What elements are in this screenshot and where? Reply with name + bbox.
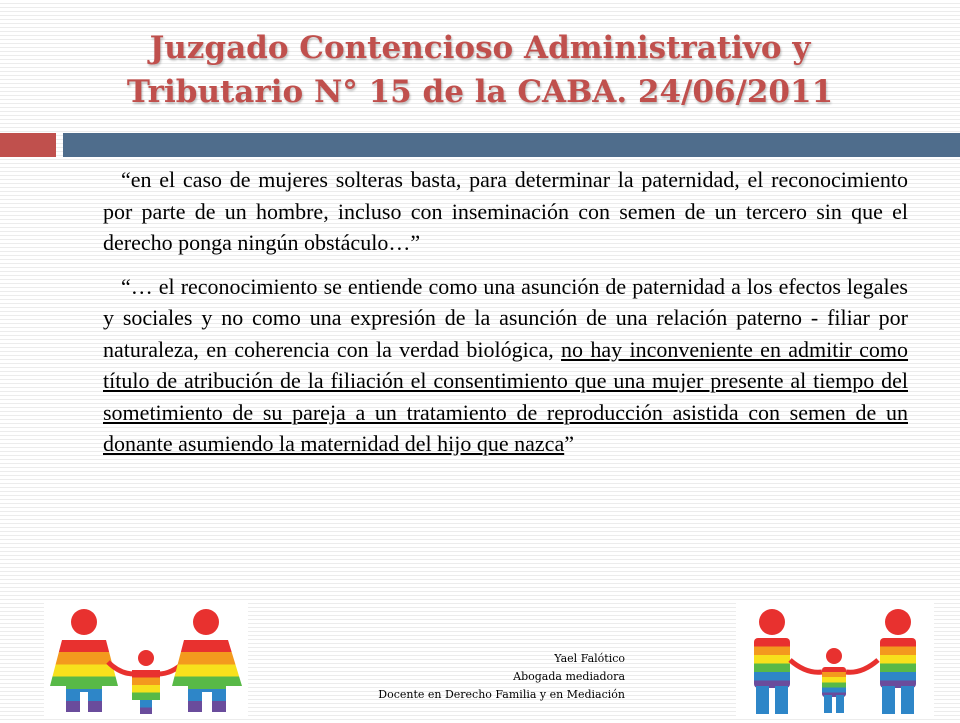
quote-1: “en el caso de mujeres solteras basta, para determinar la paternidad, el reconocimiento por parte de un hombre, incluso con inseminación con semen de un tercero sin que el derecho ponga ningún obstáculo…”	[103, 167, 908, 255]
family-figures-left	[44, 600, 248, 718]
accent-bar-red	[0, 133, 56, 157]
author-position: Docente en Derecho Familia y en Mediación	[378, 688, 625, 701]
author-name: Yael Falótico	[554, 652, 625, 665]
family-illustration-right	[736, 600, 934, 718]
accent-bar-blue	[63, 133, 960, 157]
figure-adult-left	[754, 609, 790, 714]
family-figures-right	[736, 600, 934, 718]
figure-adult-right	[172, 609, 242, 712]
family-illustration-left	[44, 600, 248, 718]
quote-2-text: “… el reconocimiento se entiende como una asunción de paternidad a los efectos legales y sociales y no como una expresión de la asunción de una relación paterno - filiar por naturaleza, en coherencia con la verdad biológica,	[103, 273, 908, 362]
title-line-2: Tributario N° 15 de la CABA. 24/06/2011	[126, 74, 834, 110]
author-role: Abogada mediadora	[513, 670, 625, 683]
body-text	[103, 164, 908, 468]
quote-2	[103, 271, 908, 460]
title-line-1: Juzgado Contencioso Administrativo y	[149, 30, 811, 66]
figure-child-left	[108, 650, 184, 714]
figure-adult-right	[880, 609, 916, 714]
author-credits	[300, 650, 625, 704]
figure-child-center	[790, 648, 878, 713]
slide-title	[60, 26, 900, 114]
quote-2-closing: ”	[564, 431, 574, 456]
figure-adult-left	[50, 609, 118, 712]
quote-2-underlined: no hay inconveniente en admitir como título de atribución de la filiación el consentimiento que una mujer presente al tiempo del sometimiento de su pareja a un tratamiento de reproducción asistida con semen de un donante asumiendo la maternidad del hijo que nazca	[103, 336, 909, 456]
